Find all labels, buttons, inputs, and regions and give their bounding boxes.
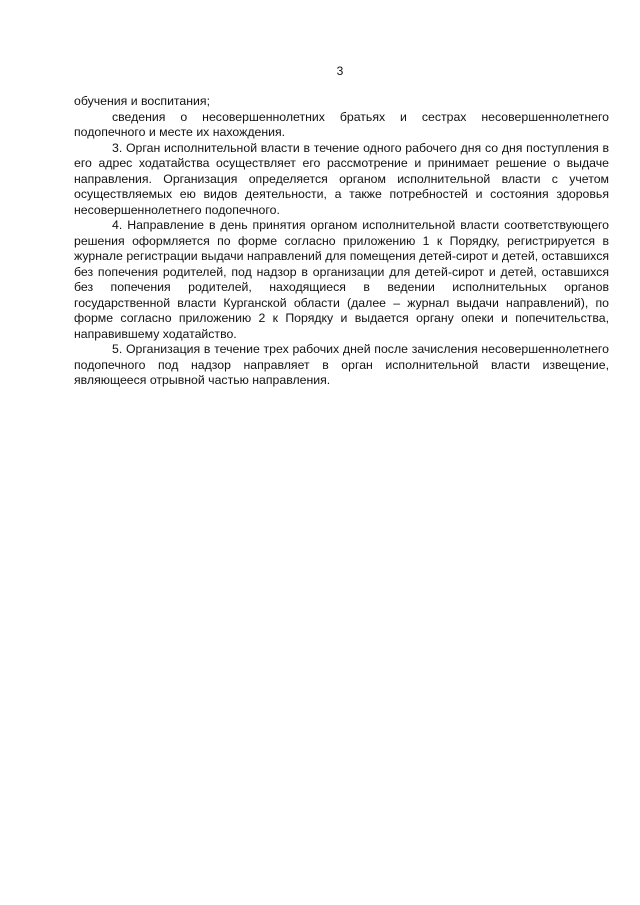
page-number: 3 — [336, 64, 344, 78]
paragraph-item-5: 5. Организация в течение трех рабочих дней после зачисления несовершеннолетнего подопечного под надзор направляет в орган исполнительной власти извещение, являющееся отрывной частью направления. — [74, 342, 609, 387]
paragraph-siblings-info: сведения о несовершеннолетних братьях и сестрах несовершеннолетнего подопечного и месте их нахождения. — [74, 109, 609, 139]
paragraph-item-4: 4. Направление в день принятия органом исполнительной власти соответствующего решения оформляется по форме согласно приложению 1 к Порядку, регистрируется в журнале регистрации выдачи направлений для помещения детей-сирот и детей, оставшихся без попечения родителей, под надзор в организации для детей-сирот и детей, оставшихся без попечения родителей, находящиеся в ведении исполнительных органов государственной власти Курганской области (далее – журнал выдачи направлений), по форме согласно приложению 2 к Порядку и выдается органу опеки и попечительства, направившему ходатайство. — [74, 218, 609, 341]
paragraph-continuation: обучения и воспитания; — [74, 94, 211, 108]
paragraph-item-3: 3. Орган исполнительной власти в течение одного рабочего дня со дня поступления в его адрес ходатайства осуществляет его рассмотрение и принимает решение о выдаче направления. Организация определяется органом исполнительной власти с учетом осуществляемых ею видов деятельности, а также потребностей и состояния здоровья несовершеннолетнего подопечного. — [74, 140, 609, 217]
document-body — [74, 94, 609, 389]
